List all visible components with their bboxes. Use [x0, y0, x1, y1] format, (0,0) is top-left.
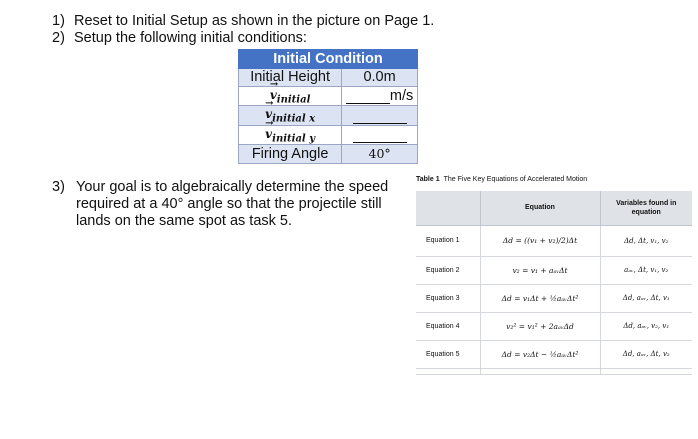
step-2-text: Setup the following initial conditions: — [74, 30, 307, 46]
kinematics-equations-table — [416, 191, 692, 375]
v-initial-x-value-cell[interactable] — [342, 106, 418, 125]
firing-angle-label: Firing Angle — [239, 145, 342, 164]
equation-5-label: Equation 5 — [416, 340, 480, 368]
initial-condition-header-row — [239, 50, 418, 69]
v-initial-subscript: initial — [276, 94, 311, 106]
kinematics-row-2 — [416, 256, 692, 284]
equation-2-formula: v₂ = v₁ + aₐᵥΔt — [480, 256, 600, 284]
equation-2-label: Equation 2 — [416, 256, 480, 284]
equation-1-formula: Δd = ((v₁ + v₂)/2)Δt — [480, 225, 600, 256]
kinematics-caption-label: Table 1 — [416, 176, 440, 183]
initial-condition-header: Initial Condition — [239, 50, 418, 69]
equation-4-formula: v₂² = v₁² + 2aₐᵥΔd — [480, 312, 600, 340]
step-1 — [52, 13, 434, 30]
kinematics-table-bottom — [416, 368, 692, 374]
equation-3-variables: Δd, aₐᵥ, Δt, v₁ — [600, 284, 692, 312]
v-initial-y-value-cell[interactable] — [342, 125, 418, 144]
firing-angle-value: 40° — [342, 145, 418, 164]
initial-height-row — [239, 68, 418, 87]
initial-condition-table — [238, 49, 418, 164]
step-1-text: Reset to Initial Setup as shown in the picture on Page 1. — [74, 13, 435, 29]
step-3-number: 3) — [52, 179, 65, 195]
equation-3-formula: Δd = v₁Δt + ½aₐᵥΔt² — [480, 284, 600, 312]
kinematics-header-equation: Equation — [480, 191, 600, 225]
kinematics-row-4 — [416, 312, 692, 340]
v-initial-label: → $v_{initial}$ — [239, 87, 342, 106]
kinematics-table-caption — [416, 176, 587, 183]
kinematics-header-blank — [416, 191, 480, 225]
v-initial-x-subscript: initial x — [272, 113, 316, 125]
kinematics-header-row — [416, 191, 692, 225]
equation-2-variables: aₐᵥ, Δt, v₁, v₂ — [600, 256, 692, 284]
v-initial-y-subscript: initial y — [272, 133, 316, 145]
step-3-text: Your goal is to algebraically determine the speed required at a 40° angle so that the projectile still lands on the same spot as task 5. — [76, 179, 389, 229]
equation-1-variables: Δd, Δt, v₁, v₂ — [600, 225, 692, 256]
equation-4-variables: Δd, aₐᵥ, v₂, v₁ — [600, 312, 692, 340]
v-initial-blank[interactable] — [346, 91, 390, 104]
kinematics-caption-text: The Five Key Equations of Accelerated Motion — [443, 176, 588, 183]
equation-1-label: Equation 1 — [416, 225, 480, 256]
kinematics-row-1 — [416, 225, 692, 256]
step-3 — [52, 179, 406, 230]
equation-5-formula: Δd = v₂Δt − ½aₐᵥΔt² — [480, 340, 600, 368]
v-initial-value-cell[interactable] — [342, 87, 418, 106]
kinematics-row-5 — [416, 340, 692, 368]
step-2-number: 2) — [52, 30, 65, 46]
step-1-number: 1) — [52, 13, 65, 29]
v-initial-y-blank[interactable] — [353, 130, 407, 143]
v-initial-x-blank[interactable] — [353, 111, 407, 124]
kinematics-row-3 — [416, 284, 692, 312]
equation-3-label: Equation 3 — [416, 284, 480, 312]
step-2 — [52, 30, 307, 47]
v-initial-unit: m/s — [389, 88, 414, 105]
v-initial-y-row — [239, 125, 418, 144]
v-initial-y-label: → $v_{initial y}$ — [239, 125, 342, 144]
initial-height-label: Initial Height — [239, 68, 342, 87]
equation-5-variables: Δd, aₐᵥ, Δt, v₂ — [600, 340, 692, 368]
v-initial-x-label: → $v_{initial x}$ — [239, 106, 342, 125]
initial-height-value: 0.0m — [342, 68, 418, 87]
equation-4-label: Equation 4 — [416, 312, 480, 340]
firing-angle-row — [239, 145, 418, 164]
kinematics-header-variables: Variables found in equation — [600, 191, 692, 225]
